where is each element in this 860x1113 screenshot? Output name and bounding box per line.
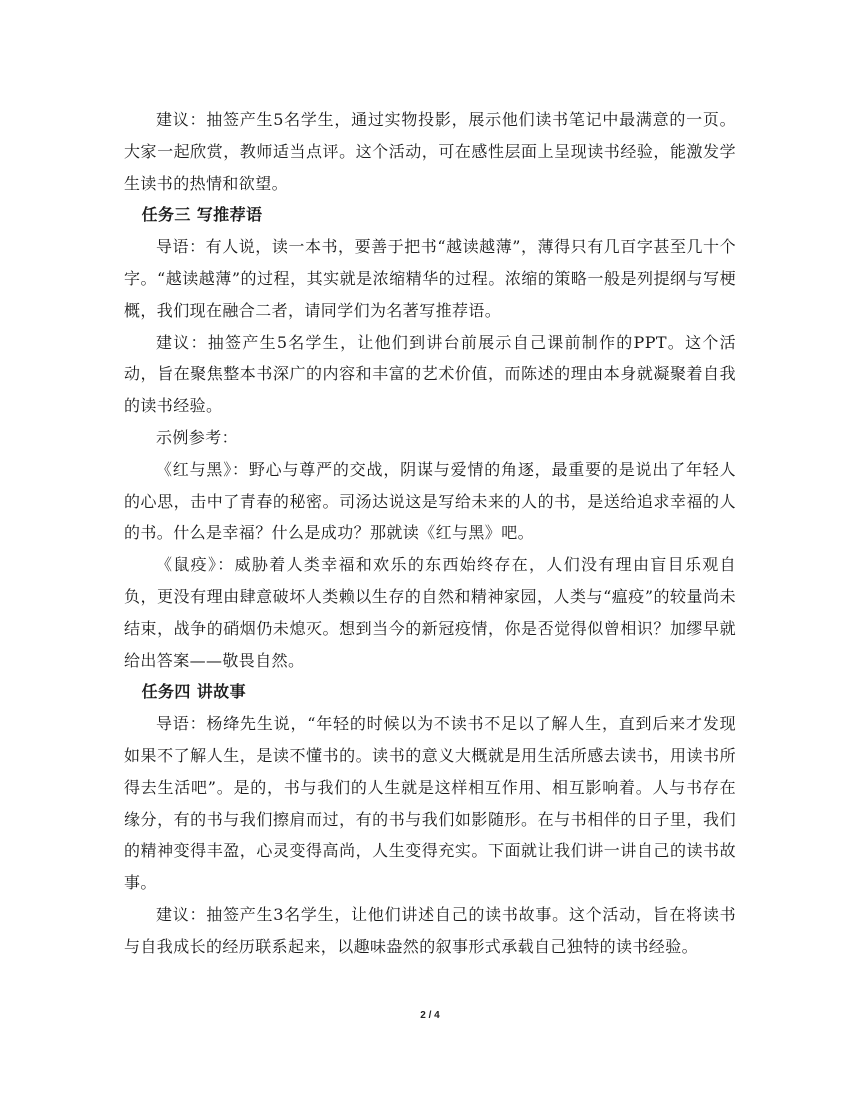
document-body — [124, 104, 736, 963]
section-heading-task-3: 任务三 写推荐语 — [141, 205, 263, 225]
page-number: 2 / 4 — [420, 1010, 440, 1021]
paragraph-suggestion-3: 建议：抽签产生3名学生，让他们讲述自己的读书故事。这个活动，旨在将读书与自我成长的经历联系起来，以趣味盎然的叙事形式承载自己独特的读书经验。 — [124, 904, 736, 956]
paragraph-example-the-plague: 《鼠疫》：威胁着人类幸福和欢乐的东西始终存在，人们没有理由盲目乐观自负，更没有理由肆意破坏人类赖以生存的自然和精神家园，人类与“瘟疫”的较量尚未结束，战争的硝烟仍未熄灭。想到当今的新冠疫情，你是否觉得似曾相识？加缪早就给出答案——敬畏自然。 — [124, 555, 736, 670]
paragraph-example-red-and-black: 《红与黑》：野心与尊严的交战，阴谋与爱情的角逐，最重要的是说出了年轻人的心思，击中了青春的秘密。司汤达说这是写给未来的人的书，是送给追求幸福的人的书。什么是幸福？什么是成功？那就读《红与黑》吧。 — [124, 459, 736, 543]
paragraph-suggestion-1: 建议：抽签产生5名学生，通过实物投影，展示他们读书笔记中最满意的一页。大家一起欣赏，教师适当点评。这个活动，可在感性层面上呈现读书经验，能激发学生读书的热情和欲望。 — [124, 110, 736, 193]
paragraph-intro-task-4: 导语：杨绛先生说，“年轻的时候以为不读书不足以了解人生，直到后来才发现如果不了解人生，是读不懂书的。读书的意义大概就是用生活所感去读书，用读书所得去生活吧”。是的，书与我们的人生就是这样相互作用、相互影响着。人与书存在缘分，有的书与我们擦肩而过，有的书与我们如影随形。在与书相伴的日子里，我们的精神变得丰盈，心灵变得高尚，人生变得充实。下面就让我们讲一讲自己的读书故事。 — [124, 714, 736, 893]
paragraph-suggestion-2: 建议：抽签产生5名学生，让他们到讲台前展示自己课前制作的PPT。这个活动，旨在聚焦整本书深广的内容和丰富的艺术价值，而陈述的理由本身就凝聚着自我的读书经验。 — [124, 332, 736, 416]
paragraph-intro-task-3: 导语：有人说，读一本书，要善于把书“越读越薄”，薄得只有几百字甚至几十个字。“越读越薄”的过程，其实就是浓缩精华的过程。浓缩的策略一般是列提纲与写梗概，我们现在融合二者，请同学们为名著写推荐语。 — [124, 237, 736, 320]
section-heading-task-4: 任务四 讲故事 — [141, 682, 246, 702]
paragraph-example-label: 示例参考： — [156, 427, 239, 447]
